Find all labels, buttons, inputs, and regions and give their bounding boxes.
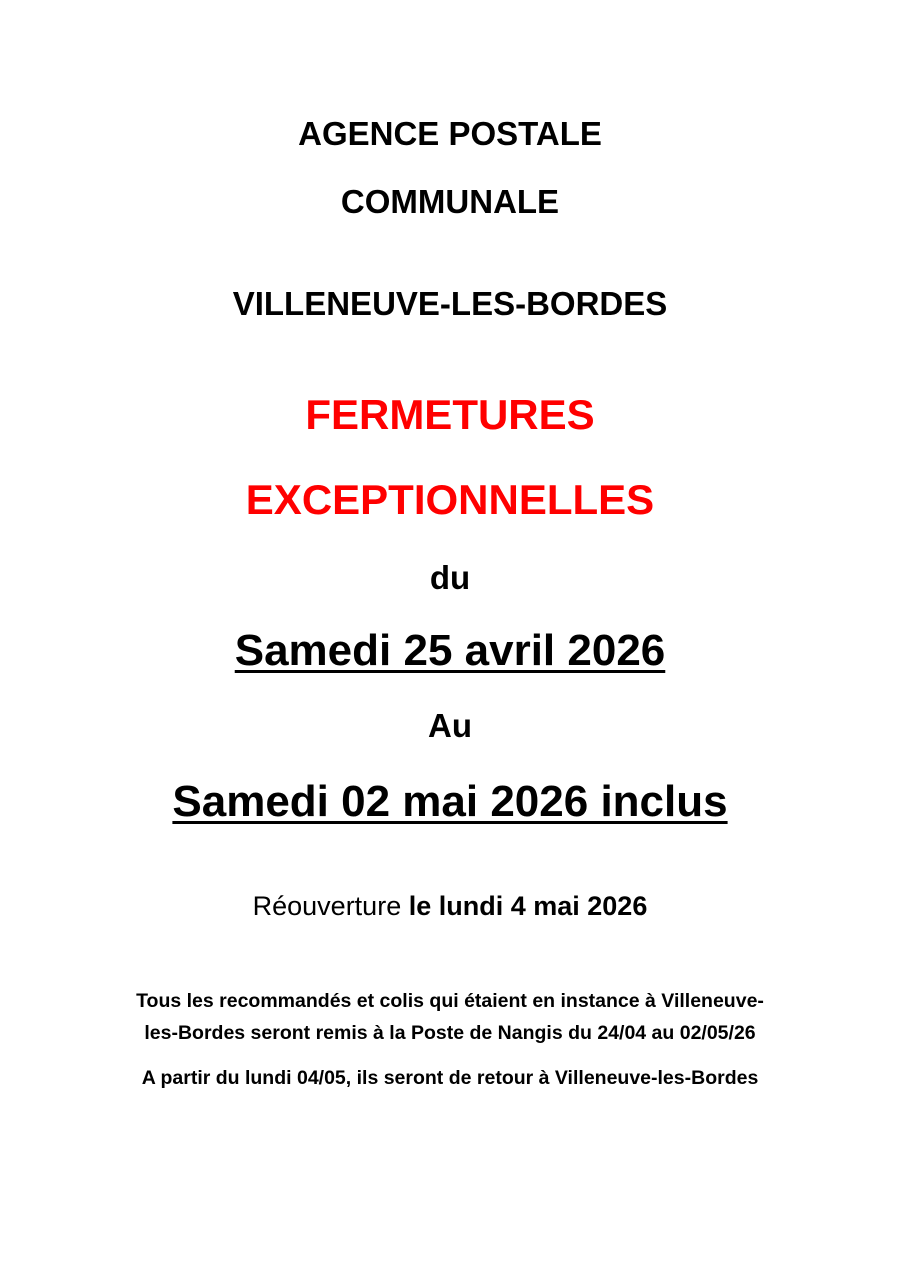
headline-line1: FERMETURES [305,391,595,438]
agency-title-line1: AGENCE POSTALE [298,115,602,152]
end-date [0,777,900,826]
location-name: VILLENEUVE-LES-BORDES [232,285,668,322]
agency-title-line2: COMMUNALE [340,183,560,220]
info-line-2: les-Bordes seront remis à la Poste de Nangis du 24/04 au 02/05/26 [144,1022,756,1044]
end-date-text: Samedi 02 mai 2026 inclus [172,777,728,826]
reopening-line [0,893,900,920]
info-line-1: Tous les recommandés et colis qui étaient en instance à Villeneuve- [136,990,764,1012]
to-word: Au [428,707,472,744]
headline-line2: EXCEPTIONNELLES [245,476,655,523]
info-line-3: A partir du lundi 04/05, ils seront de retour à Villeneuve-les-Bordes [141,1067,759,1089]
reopening-label: Réouverture [252,891,402,921]
from-word: du [429,559,471,596]
start-date [0,626,900,675]
start-date-text: Samedi 25 avril 2026 [234,626,666,675]
reopening-date: le lundi 4 mai 2026 [408,891,648,921]
